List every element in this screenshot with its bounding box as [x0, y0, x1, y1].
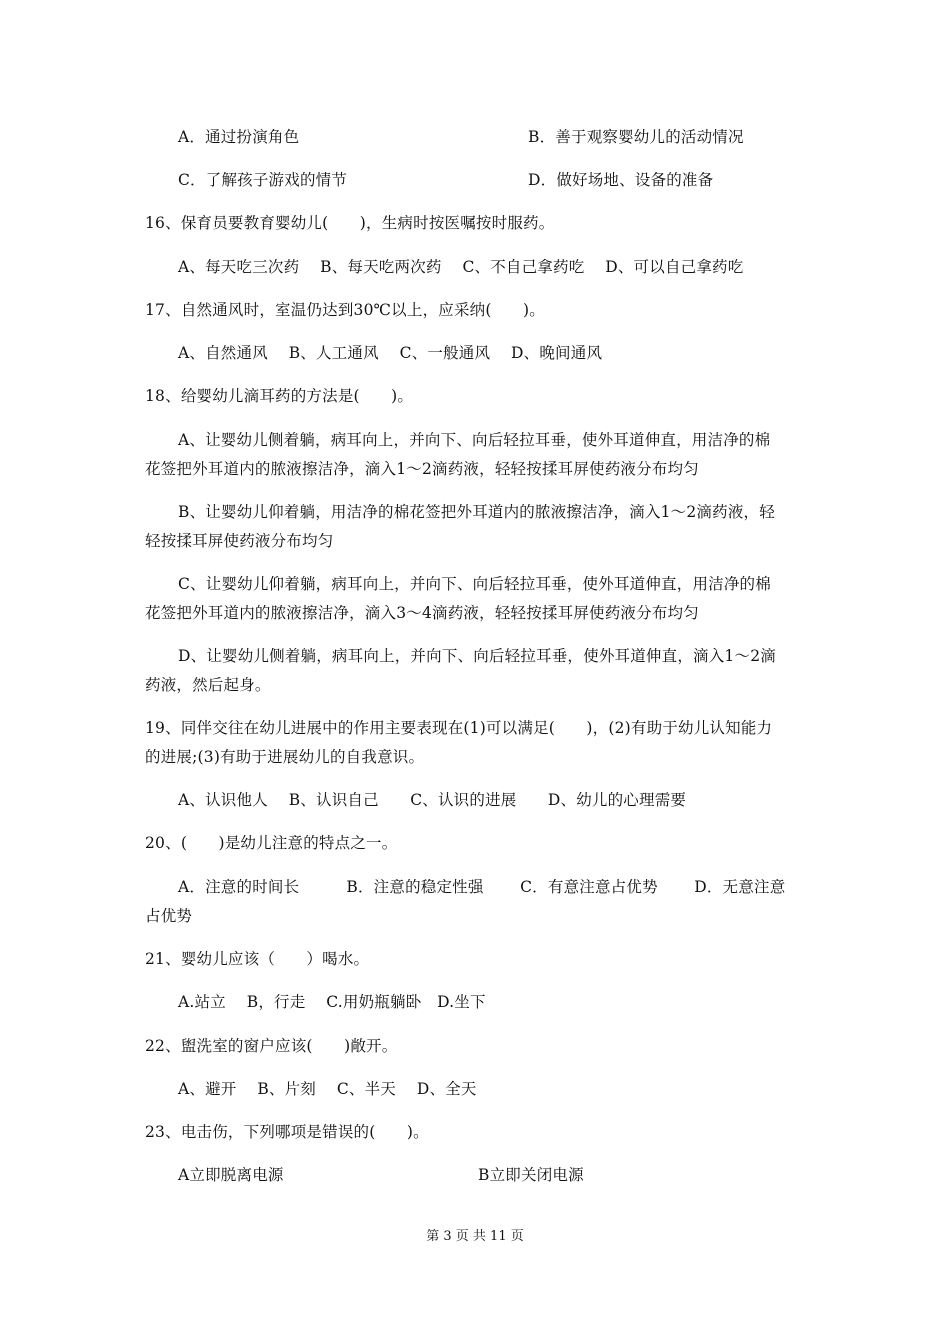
option-18c-line1: C、让婴幼儿仰着躺，病耳向上，并向下、向后轻拉耳垂，使外耳道伸直，用洁净的棉	[178, 575, 771, 593]
option-23b: B立即关闭电源	[478, 1166, 584, 1184]
question-22: 22、盥洗室的窗户应该( )敞开。	[145, 1037, 398, 1055]
options-20-line1: A．注意的时间长 B．注意的稳定性强 C．有意注意占优势 D．无意注意	[178, 878, 786, 896]
option-18b-line1: B、让婴幼儿仰着躺，用洁净的棉花签把外耳道内的脓液擦洁净，滴入1～2滴药液，轻	[178, 503, 775, 521]
question-23: 23、电击伤，下列哪项是错误的( )。	[145, 1123, 429, 1141]
option-18d-line1: D、让婴幼儿侧着躺，病耳向上，并向下、向后轻拉耳垂，使外耳道伸直，滴入1～2滴	[178, 647, 776, 665]
option-15b: B．善于观察婴幼儿的活动情况	[528, 128, 744, 146]
option-15a: A．通过扮演角色	[178, 128, 300, 146]
option-18c-line2: 花签把外耳道内的脓液擦洁净，滴入3～4滴药液，轻轻按揉耳屏使药液分布均匀	[145, 604, 699, 622]
question-18: 18、给婴幼儿滴耳药的方法是( )。	[145, 387, 414, 405]
options-16: A、每天吃三次药 B、每天吃两次药 C、不自己拿药吃 D、可以自己拿药吃	[178, 258, 744, 276]
option-18d-line2: 药液，然后起身。	[145, 676, 271, 694]
question-21: 21、婴幼儿应该（ ）喝水。	[145, 950, 370, 968]
option-18a-line2: 花签把外耳道内的脓液擦洁净，滴入1～2滴药液，轻轻按揉耳屏使药液分布均匀	[145, 460, 699, 478]
options-20-line2: 占优势	[145, 907, 193, 925]
option-15d: D．做好场地、设备的准备	[528, 171, 714, 189]
question-16: 16、保育员要教育婴幼儿( )，生病时按医嘱按时服药。	[145, 214, 555, 232]
options-19: A、认识他人 B、认识自己 C、认识的进展 D、幼儿的心理需要	[178, 791, 687, 809]
page-footer: 第 3 页 共 11 页	[426, 1229, 524, 1244]
question-19-line2: 的进展;(3)有助于进展幼儿的自我意识。	[145, 748, 425, 766]
option-23a: A立即脱离电源	[178, 1166, 284, 1184]
option-18b-line2: 轻按揉耳屏使药液分布均匀	[145, 532, 334, 550]
question-19-line1: 19、同伴交往在幼儿进展中的作用主要表现在(1)可以满足( )，(2)有助于幼儿认知能力	[145, 719, 773, 737]
question-17: 17、自然通风时，室温仍达到30℃以上，应采纳( )。	[145, 301, 545, 319]
option-18a-line1: A、让婴幼儿侧着躺，病耳向上，并向下、向后轻拉耳垂，使外耳道伸直，用洁净的棉	[178, 431, 771, 449]
options-17: A、自然通风 B、人工通风 C、一般通风 D、晚间通风	[178, 344, 603, 362]
option-15c: C．了解孩子游戏的情节	[178, 171, 348, 189]
options-22: A、避开 B、片刻 C、半天 D、全天	[178, 1080, 477, 1098]
question-20: 20、( )是幼儿注意的特点之一。	[145, 834, 398, 852]
options-21: A.站立 B，行走 C.用奶瓶躺卧 D.坐下	[178, 993, 486, 1011]
